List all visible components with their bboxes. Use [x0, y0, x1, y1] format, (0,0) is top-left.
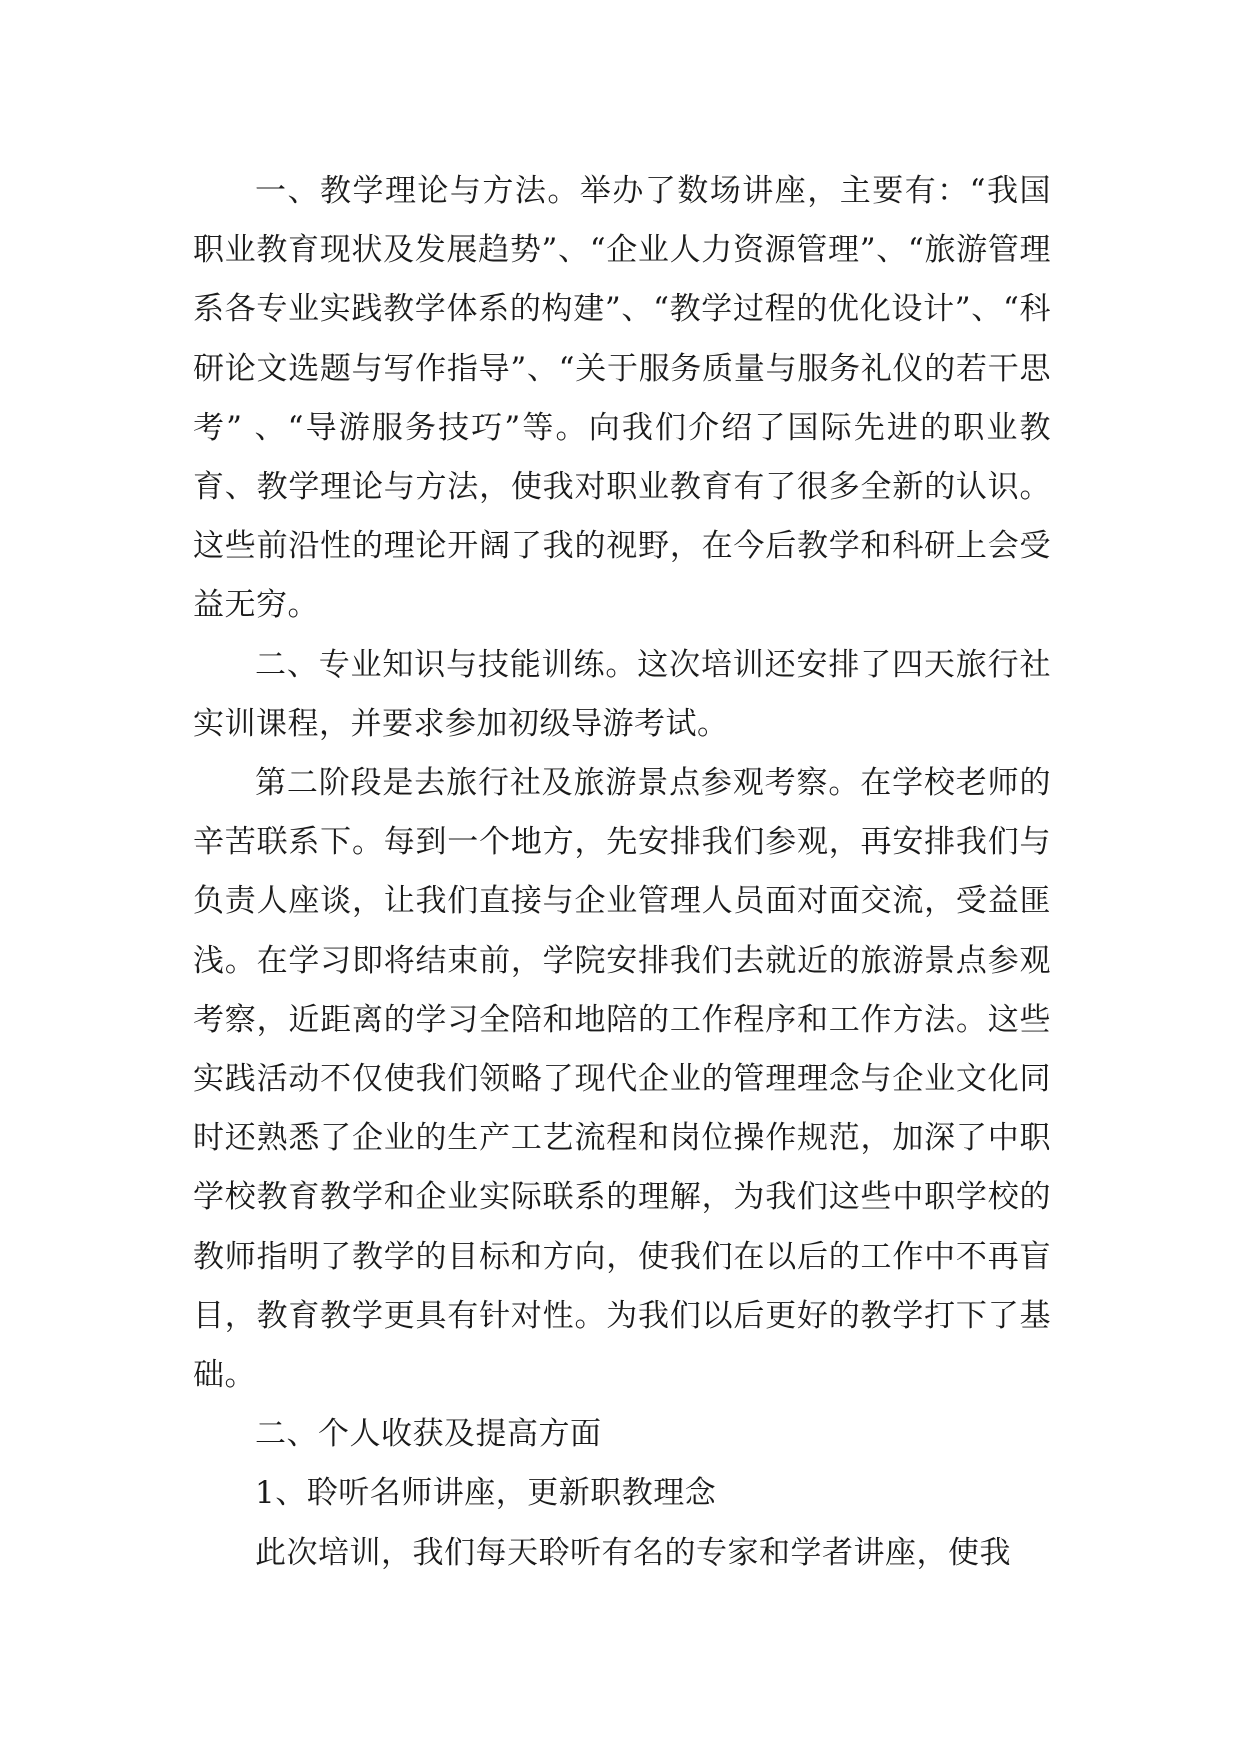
paragraph-lectures: 此次培训，我们每天聆听有名的专家和学者讲座，使我: [255, 1534, 1011, 1571]
paragraph-skills-training: 二、专业知识与技能训练。这次培训还安排了四天旅行社实训课程，并要求参加初级导游考试。: [193, 646, 1051, 742]
paragraph-teaching-theory: 一、教学理论与方法。举办了数场讲座，主要有：“我国职业教育现状及发展趋势”、“企业人力资源管理”、“旅游管理系各专业实践教学体系的构建”、“教学过程的优化设计”、“科研论文选题与写作指导”、“关于服务质量与服务礼仪的若干思考” 、“导游服务技巧”等。向我们介绍了国际先进的职业教育、教学理论与方法，使我对职业教育有了很多全新的认识。这些前沿性的理论开阔了我的视野，在今后教学和科研上会受益无穷。: [193, 173, 1051, 624]
section-heading-personal-gains: 二、个人收获及提高方面: [255, 1416, 602, 1453]
paragraph-site-visits: 第二阶段是去旅行社及旅游景点参观考察。在学校老师的辛苦联系下。每到一个地方，先安排我们参观，再安排我们与负责人座谈，让我们直接与企业管理人员面对面交流，受益匪浅。在学习即将结束前，学院安排我们去就近的旅游景点参观考察，近距离的学习全陪和地陪的工作程序和工作方法。这些实践活动不仅使我们领略了现代企业的管理理念与企业文化同时还熟悉了企业的生产工艺流程和岗位操作规范，加深了中职学校教育教学和企业实际联系的理解，为我们这些中职学校的教师指明了教学的目标和方向，使我们在以后的工作中不再盲目，教育教学更具有针对性。为我们以后更好的教学打下了基础。: [193, 765, 1051, 1394]
document-body: [193, 162, 1051, 1583]
subheading-lectures: 1、聆听名师讲座，更新职教理念: [255, 1475, 717, 1512]
